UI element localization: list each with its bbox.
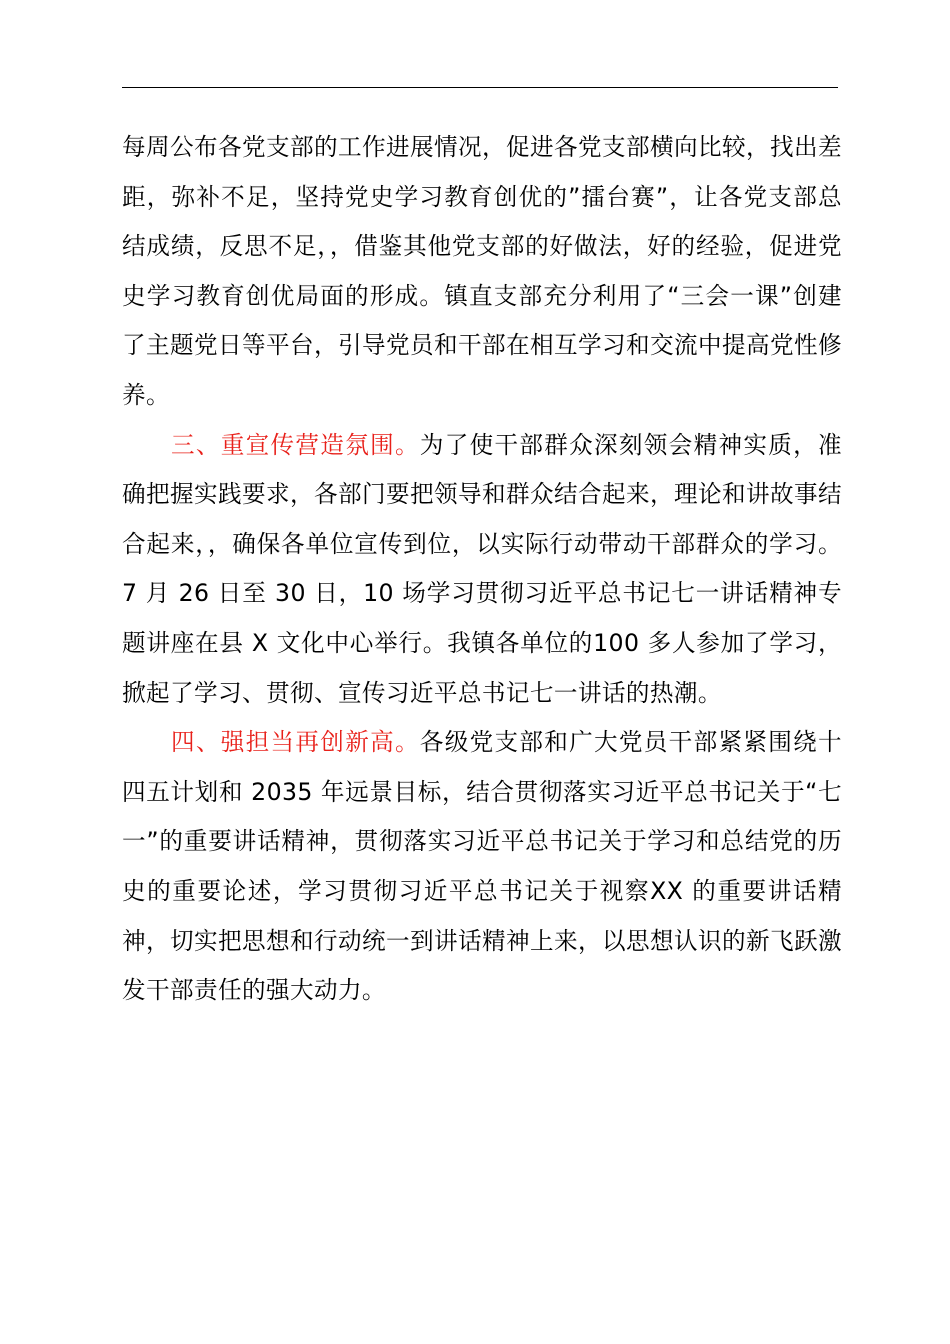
paragraph-3-text: 各级党支部和广大党员干部紧紧围绕十四五计划和 2035 年远景目标，结合贯彻落实习近平总书记关于“七一”的重要讲话精神，贯彻落实习近平总书记关于学习和总结党的历史的重要论述，学习贯彻习近平总书记关于视察XX 的重要讲话精神，切实把思想和行动统一到讲话精神上来，以思想认识的新飞跃激发干部责任的强大动力。 (122, 728, 842, 1005)
paragraph-2-text: 为了使干部群众深刻领会精神实质，准确把握实践要求，各部门要把领导和群众结合起来，理论和讲故事结合起来，，确保各单位宣传到位，以实际行动带动干部群众的学习。7 月 26 日至 30 日，10 场学习贯彻习近平总书记七一讲话精神专题讲座在县 X 文化中心举行。我镇各单位的100 多人参加了学习，掀起了学习、贯彻、宣传习近平总书记七一讲话的热潮。 (122, 430, 842, 707)
paragraph-2 (122, 421, 842, 719)
paragraph-1-text: 每周公布各党支部的工作进展情况，促进各党支部横向比较，找出差距，弥补不足，坚持党史学习教育创优的”擂台赛”，让各党支部总结成绩，反思不足，，借鉴其他党支部的好做法，好的经验，促进党史学习教育创优局面的形成。镇直支部充分利用了“三会一课”创建了主题党日等平台，引导党员和干部在相互学习和交流中提高党性修养。 (122, 133, 842, 409)
header-rule (122, 87, 838, 88)
section-heading-3: 三、重宣传营造氛围。 (171, 430, 420, 459)
document-body (122, 123, 842, 1016)
section-heading-4: 四、强担当再创新高。 (171, 728, 420, 757)
paragraph-3 (122, 718, 842, 1016)
paragraph-1 (122, 123, 842, 421)
